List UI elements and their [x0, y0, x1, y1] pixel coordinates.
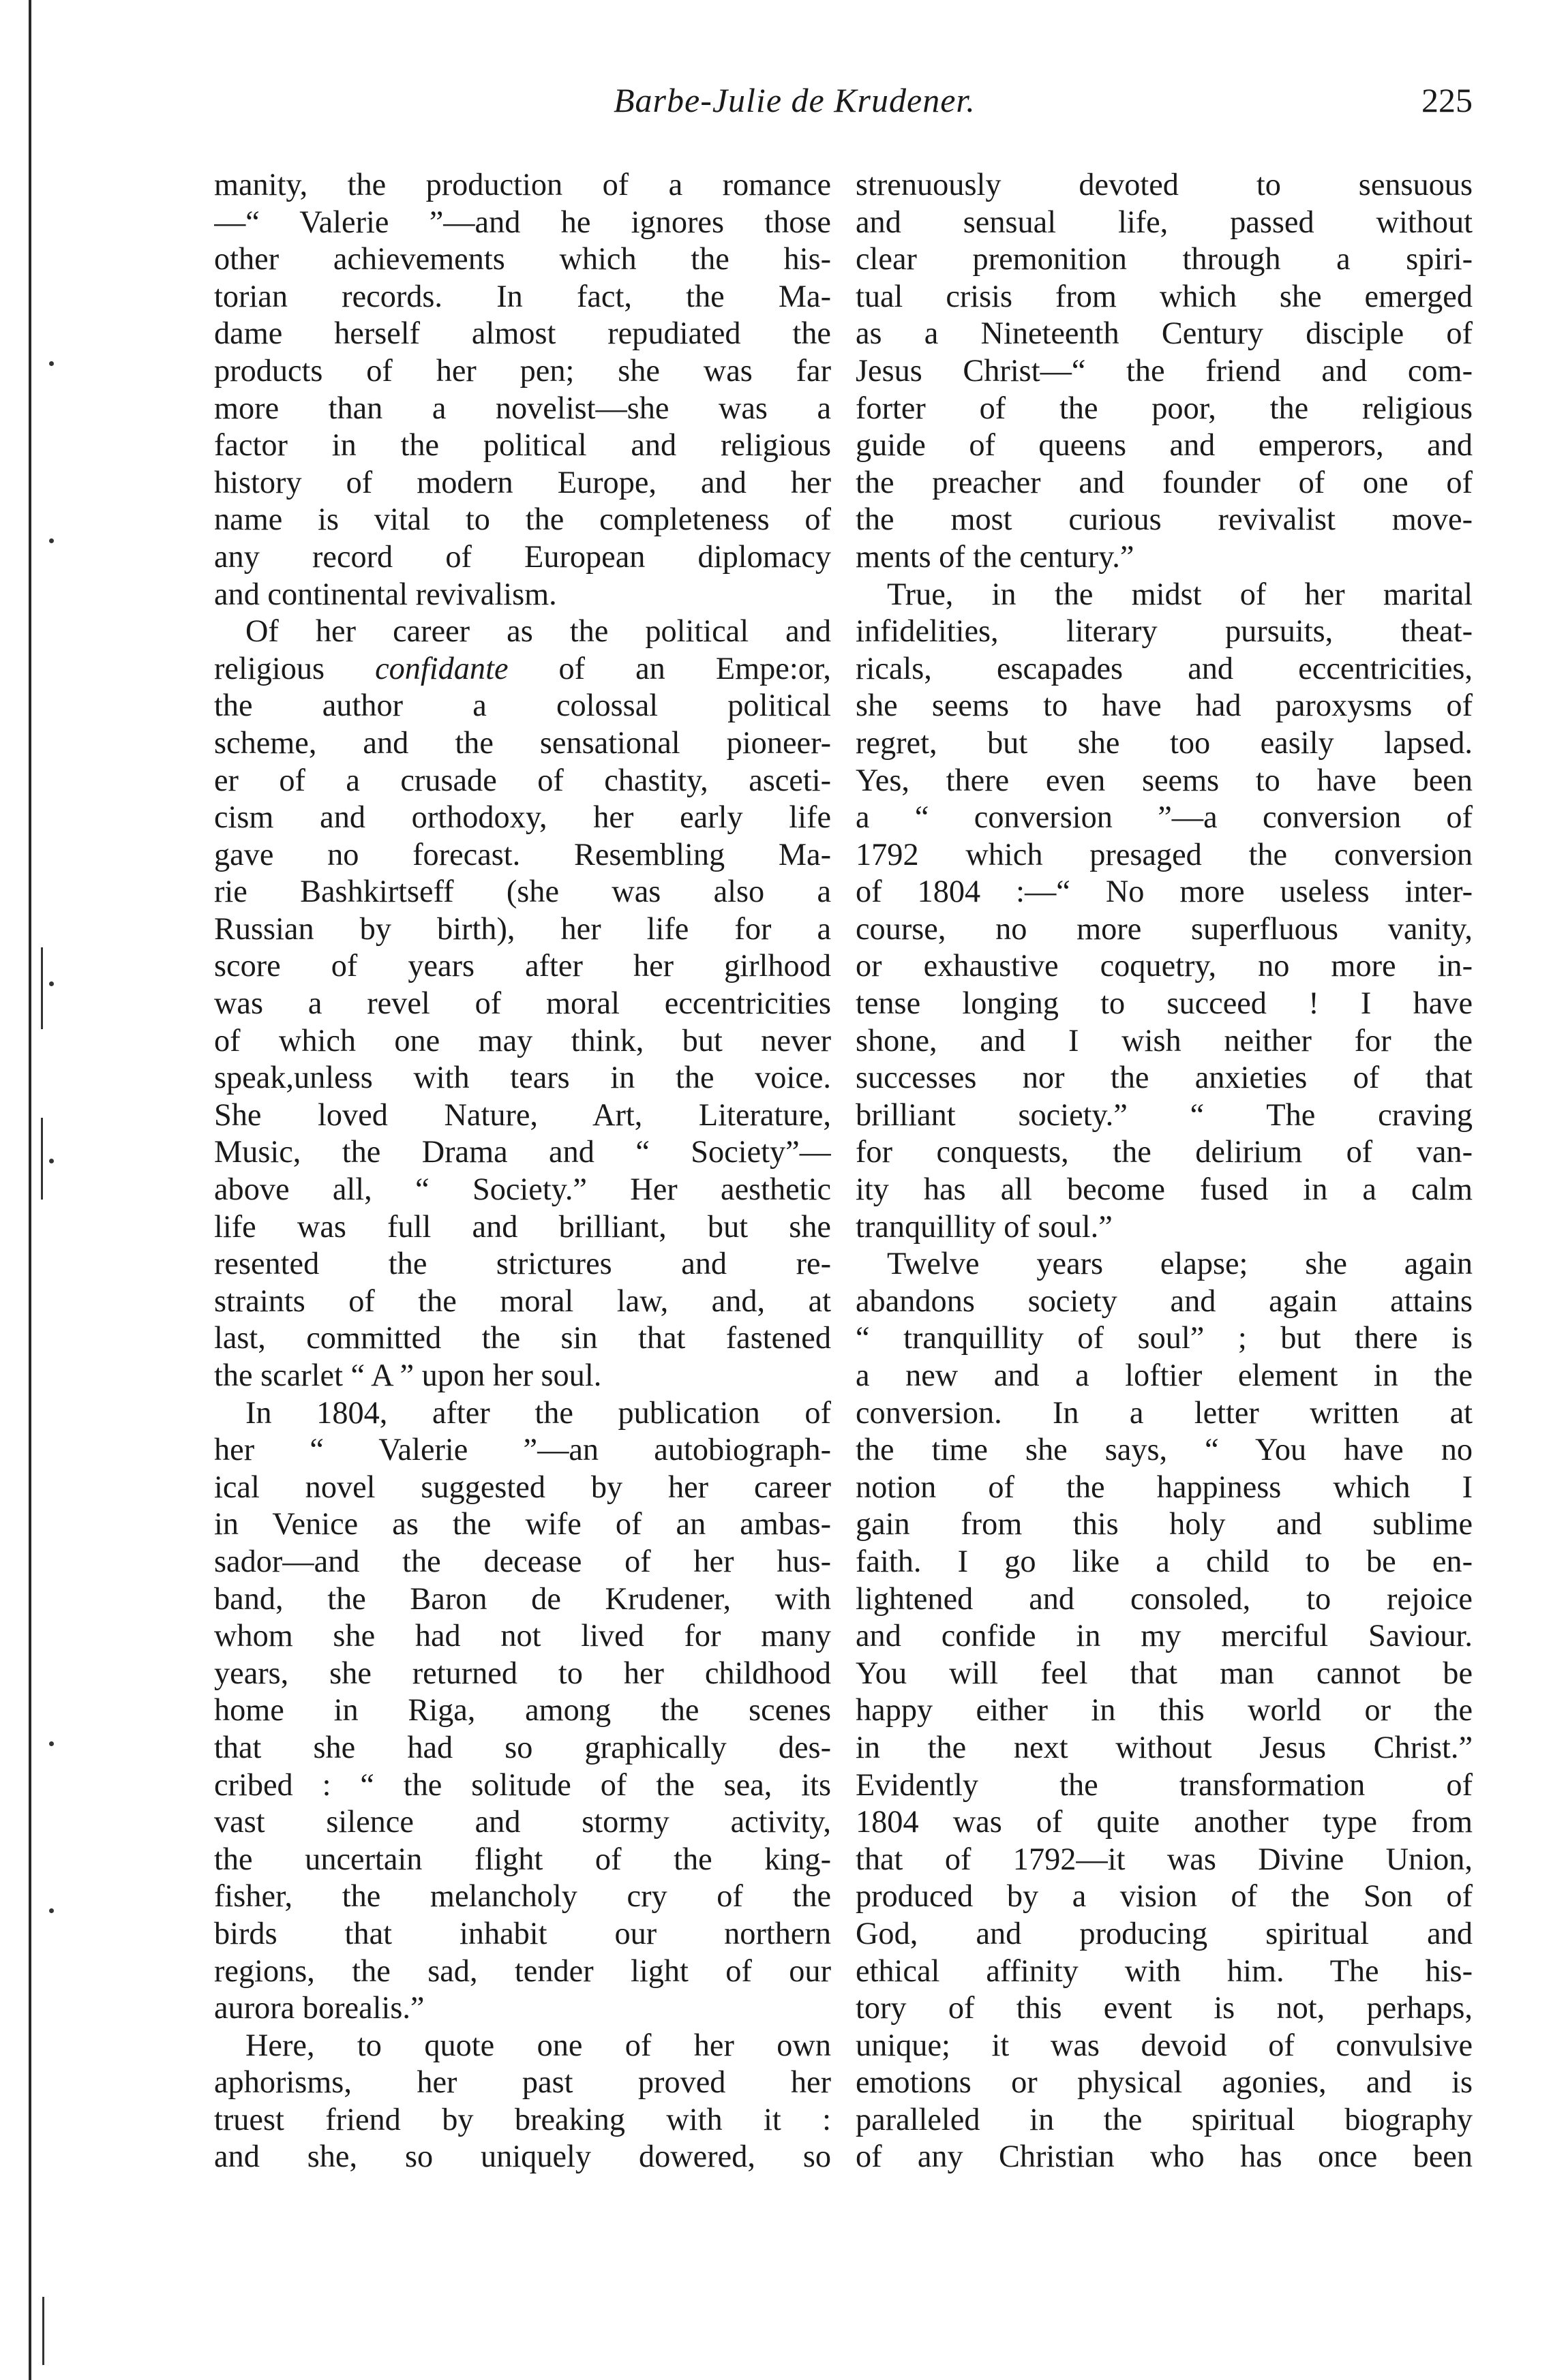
- text-line: history of modern Europe, and her: [214, 465, 831, 500]
- margin-tick: [41, 947, 43, 1029]
- text-line: manity, the production of a romance: [214, 168, 831, 202]
- text-line: lightened and consoled, to rejoice: [856, 1581, 1473, 1617]
- text-line: for conquests, the delirium of van-: [856, 1135, 1473, 1170]
- text-line: band, the Baron de Krudener, with: [214, 1581, 831, 1617]
- text-line: gave no forecast. Resembling Ma-: [214, 837, 831, 872]
- text-line: fisher, the melancholy cry of the: [214, 1879, 831, 1914]
- text-line: the author a colossal political: [214, 688, 831, 724]
- margin-dot: [49, 361, 54, 366]
- text-line: products of her pen; she was far: [214, 353, 831, 388]
- text-line: abandons society and again attains: [856, 1283, 1473, 1319]
- text-line: and she, so uniquely dowered, so: [214, 2139, 831, 2175]
- text-line: ments of the century.”: [856, 539, 1134, 575]
- text-line: emotions or physical agonies, and is: [856, 2065, 1473, 2101]
- text-line: She loved Nature, Art, Literature,: [214, 1097, 831, 1133]
- text-line: that of 1792—it was Divine Union,: [856, 1842, 1473, 1877]
- text-line: and sensual life, passed without: [856, 204, 1473, 240]
- text-line: last, committed the sin that fastened: [214, 1321, 831, 1356]
- text-line: the uncertain flight of the king-: [214, 1842, 831, 1877]
- text-line: regions, the sad, tender light of our: [214, 1953, 831, 1989]
- text-line: strenuously devoted to sensuous: [856, 168, 1473, 202]
- text-line: she seems to have had paroxysms of: [856, 688, 1473, 724]
- text-line: shone, and I wish neither for the: [856, 1023, 1473, 1058]
- text-line: a “ conversion ”—a conversion of: [856, 800, 1473, 836]
- margin-tick: [42, 2297, 44, 2365]
- text-line: guide of queens and emperors, and: [856, 428, 1473, 463]
- text-line: more than a novelist—she was a: [214, 391, 831, 426]
- text-line: notion of the happiness which I: [856, 1469, 1473, 1505]
- margin-tick: [41, 1118, 43, 1200]
- text-line: any record of European diplomacy: [214, 539, 831, 575]
- text-line: ical novel suggested by her career: [214, 1469, 831, 1505]
- margin-dot: [49, 1159, 54, 1163]
- text-line: truest friend by breaking with it :: [214, 2102, 831, 2137]
- text-line: course, no more superfluous vanity,: [856, 911, 1473, 947]
- text-line: gain from this holy and sublime: [856, 1507, 1473, 1542]
- text-line: True, in the midst of her marital: [887, 577, 1473, 612]
- text-line: speak,unless with tears in the voice.: [214, 1061, 831, 1096]
- text-line: unique; it was devoid of convulsive: [856, 2028, 1473, 2063]
- text-line: or exhaustive coquetry, no more in-: [856, 949, 1473, 984]
- margin-dot: [49, 981, 54, 986]
- text-line: the most curious revivalist move-: [856, 502, 1473, 538]
- left-text-column: [214, 167, 831, 2176]
- text-line: was a revel of moral eccentricities: [214, 986, 831, 1022]
- text-line: “ tranquillity of soul” ; but there is: [856, 1321, 1473, 1356]
- right-text-column: [856, 167, 1473, 2176]
- text-line: cism and orthodoxy, her early life: [214, 800, 831, 836]
- text-line: produced by a vision of the Son of: [856, 1879, 1473, 1914]
- text-line: Evidently the transformation of: [856, 1767, 1473, 1803]
- text-line: er of a crusade of chastity, asceti-: [214, 763, 831, 798]
- text-line: years, she returned to her childhood: [214, 1656, 831, 1691]
- text-line: the preacher and founder of one of: [856, 465, 1473, 500]
- text-line: dame herself almost repudiated the: [214, 316, 831, 352]
- text-line: 1804 was of quite another type from: [856, 1805, 1473, 1840]
- text-line: God, and producing spiritual and: [856, 1916, 1473, 1951]
- text-line: Yes, there even seems to have been: [856, 763, 1473, 798]
- text-line: In 1804, after the publication of: [245, 1395, 831, 1431]
- text-line: cribed : “ the solitude of the sea, its: [214, 1767, 831, 1803]
- text-line: vast silence and stormy activity,: [214, 1805, 831, 1840]
- text-line: aurora borealis.”: [214, 1991, 425, 2026]
- text-line: as a Nineteenth Century disciple of: [856, 316, 1473, 352]
- text-line: religious confidante of an Empe:or,: [214, 651, 831, 686]
- text-line: tense longing to succeed ! I have: [856, 986, 1473, 1022]
- text-line: ethical affinity with him. The his-: [856, 1953, 1473, 1989]
- text-line: resented the strictures and re-: [214, 1247, 831, 1282]
- text-line: brilliant society.” “ The craving: [856, 1097, 1473, 1133]
- text-line: of which one may think, but never: [214, 1023, 831, 1058]
- text-line: tory of this event is not, perhaps,: [856, 1991, 1473, 2026]
- text-line: tual crisis from which she emerged: [856, 279, 1473, 314]
- text-line: and continental revivalism.: [214, 577, 557, 612]
- text-line: forter of the poor, the religious: [856, 391, 1473, 426]
- text-line: other achievements which the his-: [214, 242, 831, 277]
- text-line: Of her career as the political and: [245, 614, 831, 650]
- text-line: and confide in my merciful Saviour.: [856, 1619, 1473, 1654]
- page-header: [205, 80, 1473, 135]
- text-line: tranquillity of soul.”: [856, 1209, 1113, 1245]
- text-line: her “ Valerie ”—an autobiograph-: [214, 1433, 831, 1468]
- text-line: regret, but she too easily lapsed.: [856, 725, 1473, 761]
- text-line: name is vital to the completeness of: [214, 502, 831, 538]
- text-line: paralleled in the spiritual biography: [856, 2102, 1473, 2137]
- text-line: —“ Valerie ”—and he ignores those: [214, 204, 831, 240]
- page-number: 225: [1421, 81, 1473, 119]
- text-line: of 1804 :—“ No more useless inter-: [856, 874, 1473, 910]
- page-edge-rule: [29, 0, 31, 2380]
- text-line: Jesus Christ—“ the friend and com-: [856, 353, 1473, 388]
- text-line: above all, “ Society.” Her aesthetic: [214, 1172, 831, 1208]
- text-line: aphorisms, her past proved her: [214, 2065, 831, 2101]
- text-line: sador—and the decease of her hus-: [214, 1544, 831, 1579]
- margin-dot: [49, 538, 54, 543]
- text-line: in the next without Jesus Christ.”: [856, 1730, 1473, 1765]
- text-line: that she had so graphically des-: [214, 1730, 831, 1765]
- text-line: the scarlet “ A ” upon her soul.: [214, 1358, 602, 1393]
- text-line: scheme, and the sensational pioneer-: [214, 725, 831, 761]
- text-line: ricals, escapades and eccentricities,: [856, 651, 1473, 686]
- text-line: 1792 which presaged the conversion: [856, 837, 1473, 872]
- running-title: Barbe-Julie de Krudener.: [614, 81, 976, 119]
- text-line: in Venice as the wife of an ambas-: [214, 1507, 831, 1542]
- text-line: rie Bashkirtseff (she was also a: [214, 874, 831, 910]
- text-line: happy either in this world or the: [856, 1693, 1473, 1728]
- text-line: Russian by birth), her life for a: [214, 911, 831, 947]
- text-line: conversion. In a letter written at: [856, 1395, 1473, 1431]
- text-line: ity has all become fused in a calm: [856, 1172, 1473, 1208]
- text-line: birds that inhabit our northern: [214, 1916, 831, 1951]
- text-line: straints of the moral law, and, at: [214, 1283, 831, 1319]
- text-line: a new and a loftier element in the: [856, 1358, 1473, 1393]
- text-line: of any Christian who has once been: [856, 2139, 1473, 2175]
- margin-dot: [49, 1908, 54, 1913]
- text-line: torian records. In fact, the Ma-: [214, 279, 831, 314]
- text-line: You will feel that man cannot be: [856, 1656, 1473, 1691]
- text-line: successes nor the anxieties of that: [856, 1061, 1473, 1096]
- text-line: Here, to quote one of her own: [245, 2028, 831, 2063]
- text-line: score of years after her girlhood: [214, 949, 831, 984]
- text-line: faith. I go like a child to be en-: [856, 1544, 1473, 1579]
- text-line: factor in the political and religious: [214, 428, 831, 463]
- text-line: Music, the Drama and “ Society”—: [214, 1135, 831, 1170]
- margin-dot: [49, 1741, 54, 1746]
- text-line: the time she says, “ You have no: [856, 1433, 1473, 1468]
- text-line: whom she had not lived for many: [214, 1619, 831, 1654]
- text-line: life was full and brilliant, but she: [214, 1209, 831, 1245]
- text-line: infidelities, literary pursuits, theat-: [856, 614, 1473, 650]
- text-line: home in Riga, among the scenes: [214, 1693, 831, 1728]
- text-line: Twelve years elapse; she again: [887, 1247, 1473, 1282]
- text-line: clear premonition through a spiri-: [856, 242, 1473, 277]
